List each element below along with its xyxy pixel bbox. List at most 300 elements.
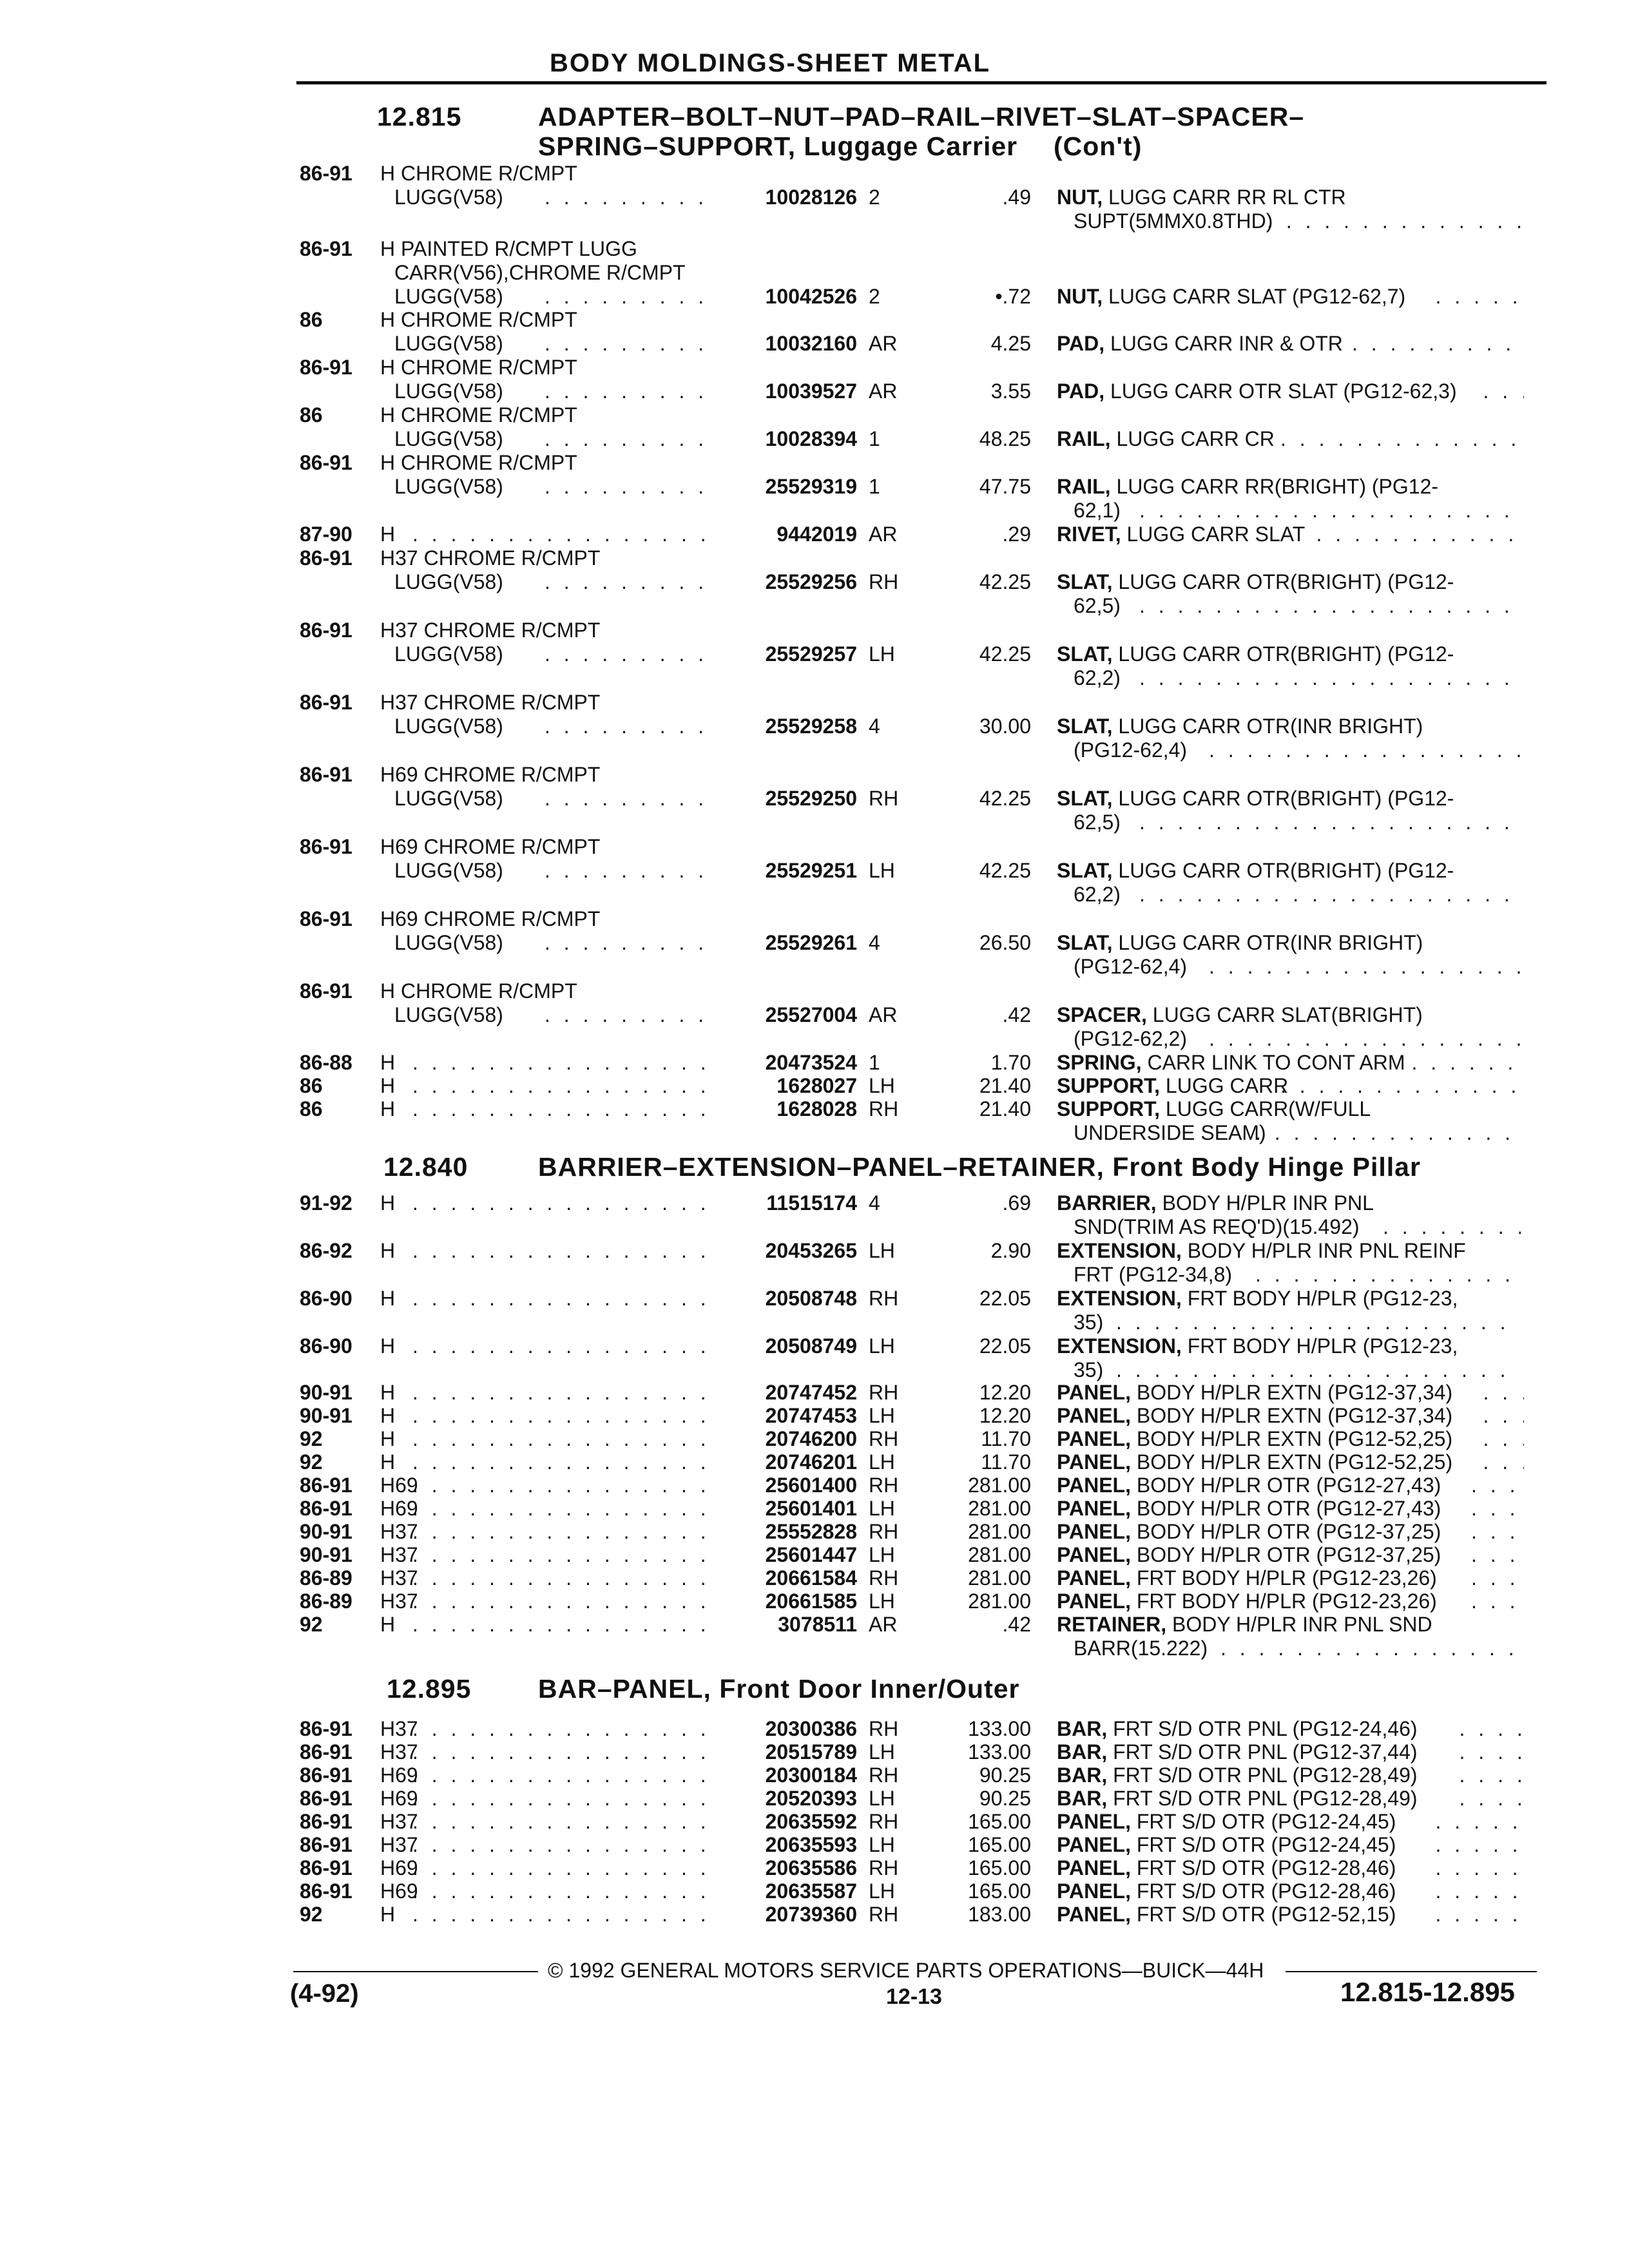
part-number: 25529261 — [765, 931, 857, 954]
part-detail: BODY H/PLR EXTN (PG12-37,34) — [1130, 1381, 1453, 1404]
model-year: 86-91 — [300, 1497, 352, 1520]
part-number: 20635586 — [765, 1856, 857, 1879]
model-description: H — [380, 1334, 396, 1358]
part-name: BAR, — [1057, 1740, 1108, 1763]
page-header — [296, 41, 1547, 86]
quantity: LH — [869, 1334, 895, 1358]
model-year: 86-91 — [300, 356, 352, 379]
leader-dots — [1352, 332, 1524, 356]
model-description: H CHROME R/CMPT — [380, 979, 577, 1003]
part-description — [1057, 1613, 1432, 1637]
model-year: 86-91 — [300, 835, 352, 858]
part-number: 20746201 — [765, 1450, 857, 1474]
model-description: H69 — [380, 1474, 418, 1497]
part-detail: BODY H/PLR INR PNL SND — [1166, 1613, 1432, 1636]
part-detail: LUGG CARR OTR(INR BRIGHT) — [1112, 931, 1423, 954]
price: 22.05 — [979, 1287, 1031, 1310]
part-name: SLAT, — [1057, 931, 1113, 954]
part-description — [1057, 427, 1275, 451]
model-year: 86-91 — [300, 237, 352, 260]
model-description: H — [380, 1450, 396, 1474]
leader-dots — [1280, 427, 1524, 451]
part-name: BAR, — [1057, 1717, 1108, 1740]
leader-dots — [1280, 1074, 1524, 1098]
quantity: LH — [869, 642, 895, 666]
model-description: H CHROME R/CMPT — [380, 308, 577, 331]
part-detail: LUGG CARR SLAT(BRIGHT) — [1146, 1003, 1423, 1026]
part-description — [1057, 1590, 1437, 1613]
part-description — [1057, 1520, 1441, 1544]
part-detail: LUGG CARR OTR(BRIGHT) (PG12- — [1112, 859, 1454, 882]
leader-dots — [1139, 883, 1521, 907]
part-number: 1628027 — [776, 1074, 857, 1097]
part-number: 20635587 — [765, 1879, 857, 1903]
part-number: 3078511 — [778, 1613, 857, 1636]
section-heading — [377, 102, 1537, 161]
leader-dots — [1209, 738, 1521, 762]
part-description-line2: BARR(15.222) — [1074, 1637, 1208, 1660]
leader-dots — [1220, 1637, 1521, 1660]
price: 281.00 — [968, 1543, 1031, 1566]
part-description — [1057, 570, 1454, 594]
price: 42.25 — [979, 787, 1031, 810]
part-detail: BODY H/PLR OTR (PG12-27,43) — [1130, 1497, 1441, 1520]
model-year: 86-91 — [300, 1763, 352, 1787]
part-name: PANEL, — [1057, 1566, 1131, 1590]
model-year: 86-91 — [300, 1833, 352, 1856]
part-number: 20746200 — [765, 1427, 857, 1450]
part-description — [1057, 1543, 1441, 1567]
part-description — [1057, 1191, 1374, 1215]
price: 47.75 — [979, 475, 1031, 498]
price: 42.25 — [979, 642, 1031, 666]
part-description — [1057, 1003, 1423, 1027]
part-description-line2: 62,5) — [1074, 594, 1121, 617]
part-description-line2: FRT (PG12-34,8) — [1074, 1263, 1233, 1286]
leader-dots — [1483, 1404, 1525, 1428]
part-number: 10028126 — [765, 186, 857, 209]
part-description — [1057, 186, 1346, 209]
leader-dots — [1267, 209, 1521, 233]
part-number: 20661584 — [765, 1566, 857, 1590]
leader-dots — [1471, 1566, 1524, 1590]
part-number: 25527004 — [765, 1003, 857, 1026]
leader-dots — [1471, 1474, 1524, 1497]
model-description: H CHROME R/CMPT — [380, 162, 577, 185]
model-option: LUGG(V58) — [394, 787, 503, 810]
model-description: H69 — [380, 1856, 418, 1879]
leader-dots — [1209, 955, 1521, 979]
section-title-line2: SPRING–SUPPORT, Luggage Carrier — [538, 131, 1018, 161]
model-year: 86 — [300, 1074, 323, 1097]
model-option: LUGG(V58) — [394, 186, 503, 209]
model-year: 86-91 — [300, 1856, 352, 1879]
part-description — [1057, 475, 1438, 499]
part-number: 25601400 — [765, 1474, 857, 1497]
section-number: 12.840 — [383, 1152, 468, 1182]
model-year: 91-92 — [300, 1191, 352, 1215]
quantity: RH — [869, 1474, 899, 1497]
part-detail: FRT S/D OTR PNL (PG12-28,49) — [1107, 1763, 1418, 1787]
quantity: RH — [869, 1097, 899, 1120]
price: 133.00 — [968, 1740, 1031, 1763]
leader-dots — [1460, 1763, 1525, 1787]
part-description — [1057, 1810, 1396, 1834]
model-description: H37 — [380, 1717, 418, 1740]
quantity: RH — [869, 1717, 899, 1740]
part-description — [1057, 285, 1405, 309]
part-name: RAIL, — [1057, 427, 1111, 450]
price: 165.00 — [968, 1879, 1031, 1903]
model-year: 86-92 — [300, 1239, 352, 1262]
price: .49 — [1002, 186, 1031, 209]
price: 48.25 — [979, 427, 1031, 450]
model-description: H37 — [380, 1810, 418, 1833]
model-year: 86-88 — [300, 1051, 352, 1074]
model-year: 92 — [300, 1613, 323, 1636]
part-detail: BODY H/PLR INR PNL — [1156, 1191, 1374, 1215]
model-option: LUGG(V58) — [394, 475, 503, 498]
part-description — [1057, 1074, 1288, 1098]
leader-dots — [1460, 1787, 1525, 1811]
leader-dots — [1116, 1358, 1521, 1382]
part-name: SLAT, — [1057, 787, 1113, 810]
part-number: 11515174 — [766, 1191, 857, 1215]
price: 281.00 — [968, 1474, 1031, 1497]
quantity: AR — [869, 332, 898, 355]
price: 1.70 — [990, 1051, 1031, 1074]
footer-rule — [1286, 1971, 1537, 1972]
part-detail: FRT S/D OTR (PG12-52,15) — [1130, 1903, 1396, 1926]
quantity: RH — [869, 1427, 899, 1450]
part-description — [1057, 1566, 1437, 1590]
part-description-line2: 35) — [1074, 1358, 1104, 1381]
part-number: 20747453 — [765, 1404, 857, 1427]
part-name: PANEL, — [1057, 1381, 1131, 1404]
part-description — [1057, 642, 1454, 666]
part-number: 25529257 — [765, 642, 857, 666]
model-option: LUGG(V58) — [394, 570, 503, 593]
price: 90.25 — [979, 1763, 1031, 1787]
leader-dots — [1383, 1215, 1521, 1239]
part-detail: LUGG CARR SLAT — [1121, 523, 1306, 546]
model-year: 86-91 — [300, 907, 352, 930]
price: 21.40 — [979, 1074, 1031, 1097]
section-heading — [387, 1674, 1547, 1706]
part-description-line2: (PG12-62,2) — [1074, 1027, 1188, 1050]
model-description: H — [380, 523, 396, 546]
model-option: LUGG(V58) — [394, 642, 503, 666]
part-detail: BODY H/PLR EXTN (PG12-52,25) — [1130, 1450, 1453, 1474]
price: •.72 — [995, 285, 1031, 308]
model-year: 86-91 — [300, 1787, 352, 1810]
part-name: PANEL, — [1057, 1833, 1131, 1856]
part-number: 20515789 — [765, 1740, 857, 1763]
price: .42 — [1002, 1613, 1031, 1636]
part-name: SLAT, — [1057, 570, 1113, 593]
leader-dots — [1316, 523, 1525, 546]
part-description — [1057, 1879, 1396, 1903]
header-rule — [296, 81, 1547, 84]
part-description — [1057, 1763, 1418, 1787]
model-option: LUGG(V58) — [394, 931, 503, 954]
part-description — [1057, 1427, 1452, 1451]
model-year: 86-91 — [300, 1474, 352, 1497]
price: 90.25 — [979, 1787, 1031, 1810]
part-description — [1057, 523, 1305, 546]
part-name: PANEL, — [1057, 1856, 1131, 1879]
price: 30.00 — [979, 715, 1031, 738]
model-year: 86-91 — [300, 1740, 352, 1763]
model-year: 90-91 — [300, 1404, 352, 1427]
leader-dots — [1436, 1833, 1525, 1857]
part-description-line2: 62,2) — [1074, 666, 1121, 689]
part-description — [1057, 1381, 1452, 1405]
model-description: H37 CHROME R/CMPT — [380, 546, 601, 570]
part-number: 20300386 — [765, 1717, 857, 1740]
part-description-line2: 62,5) — [1074, 811, 1121, 834]
price: 22.05 — [979, 1334, 1031, 1358]
model-year: 86-89 — [300, 1590, 352, 1613]
footer-copyright: © 1992 GENERAL MOTORS SERVICE PARTS OPERATIONS—BUICK—44H — [548, 1959, 1264, 1982]
model-description: H69 CHROME R/CMPT — [380, 835, 601, 858]
part-detail: BODY H/PLR OTR (PG12-27,43) — [1130, 1474, 1441, 1497]
part-number: 10042526 — [765, 285, 857, 308]
quantity: 1 — [869, 475, 880, 498]
part-detail: FRT S/D OTR (PG12-24,45) — [1130, 1810, 1396, 1833]
part-number: 10028394 — [765, 427, 857, 450]
part-description-line2: 62,1) — [1074, 499, 1121, 522]
model-year: 90-91 — [300, 1543, 352, 1566]
quantity: RH — [869, 1856, 899, 1879]
part-description-line2: 35) — [1074, 1311, 1104, 1334]
part-detail: FRT S/D OTR (PG12-24,45) — [1130, 1833, 1396, 1856]
model-description: H69 — [380, 1879, 418, 1903]
part-description — [1057, 1239, 1466, 1263]
part-name: PAD, — [1057, 332, 1105, 355]
price: 165.00 — [968, 1833, 1031, 1856]
part-name: PANEL, — [1057, 1427, 1131, 1450]
section-title: BAR–PANEL, Front Door Inner/Outer — [538, 1674, 1020, 1704]
model-description: H37 — [380, 1543, 418, 1566]
model-option: LUGG(V58) — [394, 285, 503, 308]
part-detail: LUGG CARR(W/FULL — [1160, 1097, 1371, 1120]
part-name: EXTENSION, — [1057, 1239, 1182, 1262]
part-detail: LUGG CARR RR(BRIGHT) (PG12- — [1110, 475, 1439, 498]
price: 42.25 — [979, 570, 1031, 593]
price: 11.70 — [981, 1450, 1031, 1474]
part-description-line2: (PG12-62,4) — [1074, 955, 1188, 978]
part-number: 25529250 — [765, 787, 857, 810]
part-description — [1057, 1903, 1396, 1927]
part-detail: FRT BODY H/PLR (PG12-23, — [1181, 1287, 1458, 1310]
model-year: 86-91 — [300, 763, 352, 786]
model-description: H69 CHROME R/CMPT — [380, 907, 601, 930]
part-detail: BODY H/PLR EXTN (PG12-37,34) — [1130, 1404, 1453, 1427]
quantity: LH — [869, 1497, 895, 1520]
model-description: H37 — [380, 1566, 418, 1590]
footer-date: (4-92) — [290, 1979, 359, 2008]
part-name: SPACER, — [1057, 1003, 1147, 1026]
model-year: 86-91 — [300, 979, 352, 1003]
price: 3.55 — [990, 380, 1031, 403]
price: 281.00 — [968, 1590, 1031, 1613]
quantity: 4 — [869, 1191, 880, 1215]
leader-dots — [1436, 285, 1525, 309]
model-year: 87-90 — [300, 523, 352, 546]
leader-dots — [1139, 499, 1521, 523]
part-detail: BODY H/PLR OTR (PG12-37,25) — [1130, 1543, 1441, 1566]
model-year: 86-91 — [300, 1879, 352, 1903]
part-description — [1057, 1497, 1441, 1521]
section-number: 12.895 — [387, 1674, 472, 1704]
part-number: 20661585 — [765, 1590, 857, 1613]
part-detail: FRT BODY H/PLR (PG12-23,26) — [1130, 1590, 1437, 1613]
part-number: 1628028 — [776, 1097, 857, 1120]
part-name: RETAINER, — [1057, 1613, 1167, 1636]
part-number: 20508749 — [765, 1334, 857, 1358]
part-description-line2: (PG12-62,4) — [1074, 738, 1188, 762]
part-detail: LUGG CARR OTR(INR BRIGHT) — [1112, 715, 1423, 738]
quantity: 2 — [869, 186, 880, 209]
leader-dots — [1255, 1121, 1521, 1145]
price: 12.20 — [979, 1404, 1031, 1427]
price: .42 — [1002, 1003, 1031, 1026]
model-year: 86-91 — [300, 619, 352, 642]
model-year: 86-91 — [300, 1810, 352, 1833]
part-number: 20747452 — [765, 1381, 857, 1404]
leader-dots — [1460, 1717, 1525, 1741]
section-number: 12.815 — [377, 102, 462, 131]
part-detail: FRT S/D OTR PNL (PG12-24,46) — [1107, 1717, 1418, 1740]
part-detail: LUGG CARR OTR SLAT (PG12-62,3) — [1104, 380, 1457, 403]
quantity: 1 — [869, 427, 880, 450]
model-description: H37 CHROME R/CMPT — [380, 691, 601, 714]
leader-dots — [1412, 1051, 1525, 1075]
part-description — [1057, 1450, 1452, 1474]
part-detail: LUGG CARR SLAT (PG12-62,7) — [1103, 285, 1406, 308]
model-description: H — [380, 1051, 396, 1074]
leader-dots — [1436, 1879, 1525, 1903]
model-year: 86 — [300, 1097, 323, 1120]
model-description: H PAINTED R/CMPT LUGG — [380, 237, 637, 260]
model-description: H37 — [380, 1590, 418, 1613]
model-year: 86-90 — [300, 1334, 352, 1358]
quantity: 4 — [869, 931, 880, 954]
part-name: EXTENSION, — [1057, 1334, 1182, 1358]
quantity: LH — [869, 1074, 895, 1097]
part-detail: LUGG CARR OTR(BRIGHT) (PG12- — [1112, 642, 1454, 666]
model-option: LUGG(V58) — [394, 1003, 503, 1026]
leader-dots — [1436, 1856, 1525, 1880]
footer-section-range: 12.815-12.895 — [1340, 1977, 1515, 2007]
part-name: PANEL, — [1057, 1497, 1131, 1520]
part-description — [1057, 1856, 1396, 1880]
part-name: PANEL, — [1057, 1879, 1131, 1903]
quantity: RH — [869, 1903, 899, 1926]
part-name: NUT, — [1057, 285, 1103, 308]
model-description-line2: CARR(V56),CHROME R/CMPT — [394, 261, 686, 284]
model-description: H CHROME R/CMPT — [380, 451, 577, 474]
quantity: LH — [869, 1740, 895, 1763]
leader-dots — [1436, 1903, 1525, 1927]
part-description — [1057, 1334, 1458, 1358]
leader-dots — [1460, 1740, 1525, 1764]
part-detail: FRT S/D OTR (PG12-28,46) — [1130, 1879, 1396, 1903]
footer-rule — [293, 1971, 538, 1972]
quantity: RH — [869, 787, 899, 810]
part-description — [1057, 1097, 1371, 1121]
part-number: 10032160 — [765, 332, 857, 355]
part-number: 10039527 — [765, 380, 857, 403]
model-year: 92 — [300, 1450, 323, 1474]
model-option: LUGG(V58) — [394, 859, 503, 882]
leader-dots — [1483, 1427, 1525, 1451]
part-number: 25601447 — [765, 1543, 857, 1566]
part-detail: FRT S/D OTR PNL (PG12-37,44) — [1107, 1740, 1418, 1763]
leader-dots — [1471, 1520, 1524, 1544]
price: 165.00 — [968, 1856, 1031, 1879]
quantity: RH — [869, 1810, 899, 1833]
footer-page-number: 12-13 — [886, 1984, 942, 2009]
part-name: BARRIER, — [1057, 1191, 1157, 1215]
part-description — [1057, 380, 1457, 403]
part-number: 20508748 — [765, 1287, 857, 1310]
part-description-line2: SUPT(5MMX0.8THD) — [1074, 209, 1273, 233]
price: 12.20 — [979, 1381, 1031, 1404]
leader-dots — [1139, 594, 1521, 618]
part-description — [1057, 787, 1454, 811]
part-description — [1057, 1717, 1418, 1741]
price: .29 — [1002, 523, 1031, 546]
model-description: H37 — [380, 1833, 418, 1856]
model-year: 86 — [300, 308, 323, 331]
model-description: H37 — [380, 1520, 418, 1543]
model-year: 86-91 — [300, 451, 352, 474]
part-number: 25552828 — [765, 1520, 857, 1543]
model-year: 86-91 — [300, 162, 352, 185]
price: 165.00 — [968, 1810, 1031, 1833]
part-number: 9442019 — [776, 523, 857, 546]
price: 21.40 — [979, 1097, 1031, 1120]
price: 42.25 — [979, 859, 1031, 882]
quantity: LH — [869, 1787, 895, 1810]
part-detail: FRT S/D OTR PNL (PG12-28,49) — [1107, 1787, 1418, 1810]
quantity: LH — [869, 1879, 895, 1903]
price: 26.50 — [979, 931, 1031, 954]
part-name: PANEL, — [1057, 1474, 1131, 1497]
quantity: AR — [869, 523, 898, 546]
model-year: 92 — [300, 1903, 323, 1926]
price: 281.00 — [968, 1520, 1031, 1543]
quantity: LH — [869, 1239, 895, 1262]
quantity: RH — [869, 1287, 899, 1310]
model-option: LUGG(V58) — [394, 380, 503, 403]
leader-dots — [1255, 1263, 1521, 1287]
quantity: RH — [869, 1566, 899, 1590]
part-number: 25529251 — [765, 859, 857, 882]
quantity: LH — [869, 1590, 895, 1613]
part-description — [1057, 332, 1343, 356]
leader-dots — [1116, 1311, 1521, 1334]
part-number: 20300184 — [765, 1763, 857, 1787]
part-name: PAD, — [1057, 380, 1105, 403]
price: 183.00 — [968, 1903, 1031, 1926]
leader-dots — [1139, 666, 1521, 690]
section-title: BARRIER–EXTENSION–PANEL–RETAINER, Front Body Hinge Pillar — [538, 1152, 1421, 1182]
part-detail: LUGG CARR OTR(BRIGHT) (PG12- — [1112, 787, 1454, 810]
part-number: 20520393 — [765, 1787, 857, 1810]
